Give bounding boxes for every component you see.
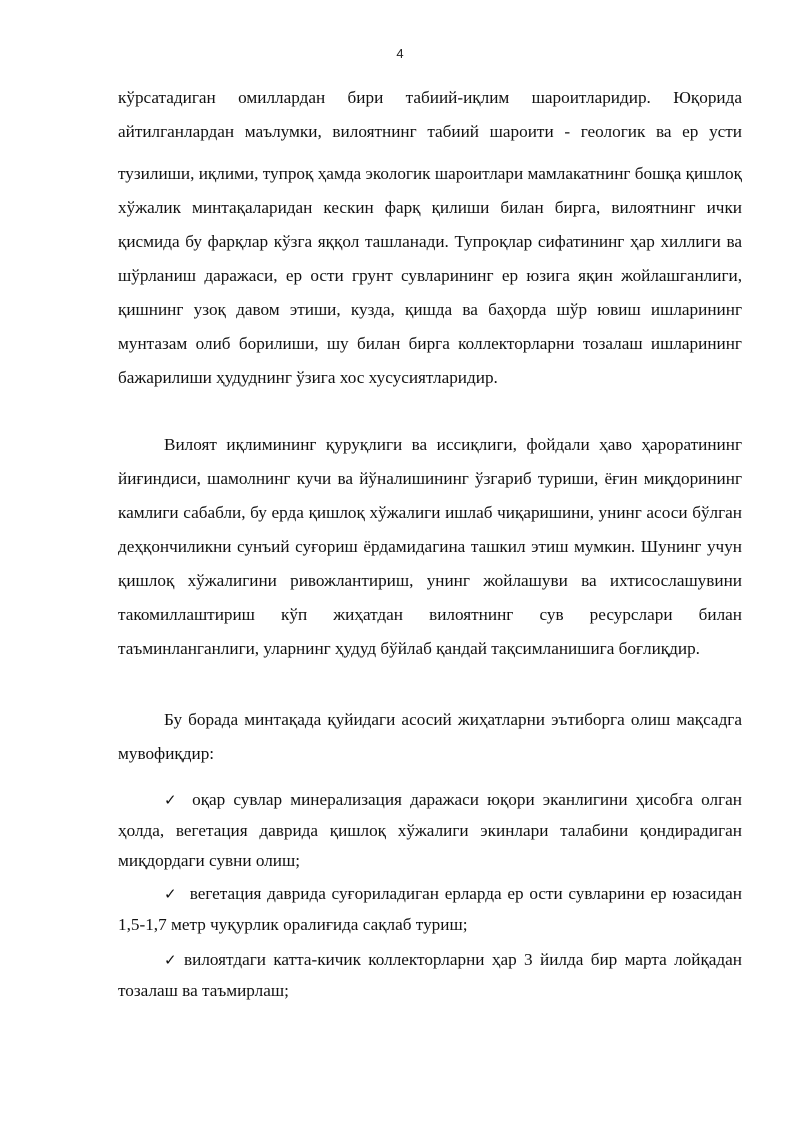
checkmark-icon: ✓ bbox=[164, 791, 177, 809]
bullet-text-3: вилоятдаги катта-кичик коллекторларни ҳар 3 йилда бир марта лойқадан тозалаш ва таъмирлаш; bbox=[118, 950, 742, 1000]
paragraph-regional-features-block bbox=[118, 157, 742, 395]
bullet-item-3 bbox=[118, 945, 742, 1006]
bullet-text-1: оқар сувлар минерализация даражаси юқори эканлигини ҳисобга олган ҳолда, вегетация даврида қишлоқ хўжалиги экинлари талабини қондирадиган миқдордаги сувни олиш; bbox=[118, 790, 742, 870]
paragraph-climate-block bbox=[118, 428, 742, 666]
bullet-item-2 bbox=[118, 879, 742, 940]
paragraph-regional-features: тузилиши, иқлими, тупроқ ҳамда экологик шароитлари мамлакатнинг бошқа қишлоқ хўжалик минтақаларидан кескин фарқ қилиши билан бирга, вилоятнинг ички қисмида бу фарқлар кўзга яққол ташланади. Тупроқлар сифатининг ҳар хиллиги ва шўрланиш даражаси, ер ости грунт сувларининг ер юзига яқин жойлашганлиги, қишнинг узоқ давом этиши, кузда, қишда ва баҳорда шўр ювиш ишларининг мунтазам олиб борилиши, шу билан бирга коллекторларни тозалаш ишларининг бажарилиши ҳудуднинг ўзига хос хусусиятларидир. bbox=[118, 164, 742, 387]
bullet-item-1 bbox=[118, 785, 742, 877]
bullet-text-2: вегетация даврида суғориладиган ерларда ер ости сувларини ер юзасидан 1,5-1,7 метр чуқурлик оралиғида сақлаб туриш; bbox=[118, 884, 742, 934]
page-number: 4 bbox=[396, 46, 404, 61]
checkmark-icon: ✓ bbox=[164, 951, 177, 969]
paragraph-line-2: айтилганлардан маълумки, вилоятнинг табиий шароити - геологик ва ер усти bbox=[118, 122, 742, 141]
paragraph-climate: Вилоят иқлимининг қуруқлиги ва иссиқлиги, фойдали ҳаво ҳароратининг йиғиндиси, шамолнинг кучи ва йўналишининг ўзгариб туриши, ёғин миқдорининг камлиги сабабли, бу ерда қишлоқ хўжалиги ишлаб чиқаришини, унинг асоси бўлган деҳқончиликни сунъий суғориш ёрдамидагина ташкил этиш мумкин. Шунинг учун қишлоқ хўжалигини ривожлантириш, унинг жойлашуви ва ихтисослашувини такомиллаштириш кўп жиҳатдан вилоятнинг сув ресурслари билан таъминланганлиги, уларнинг ҳудуд бўйлаб қандай тақсимланишига боғлиқдир. bbox=[118, 435, 742, 658]
paragraph-intro-list: Бу борада минтақада қуйидаги асосий жиҳатларни эътиборга олиш мақсадга мувофиқдир: bbox=[118, 710, 742, 763]
paragraph-continuation bbox=[118, 81, 742, 149]
checkmark-icon: ✓ bbox=[164, 885, 177, 903]
paragraph-intro-list-block bbox=[118, 703, 742, 771]
paragraph-line-1: кўрсатадиган омиллардан бири табиий-иқлим шароитларидир. Юқорида bbox=[118, 88, 742, 107]
